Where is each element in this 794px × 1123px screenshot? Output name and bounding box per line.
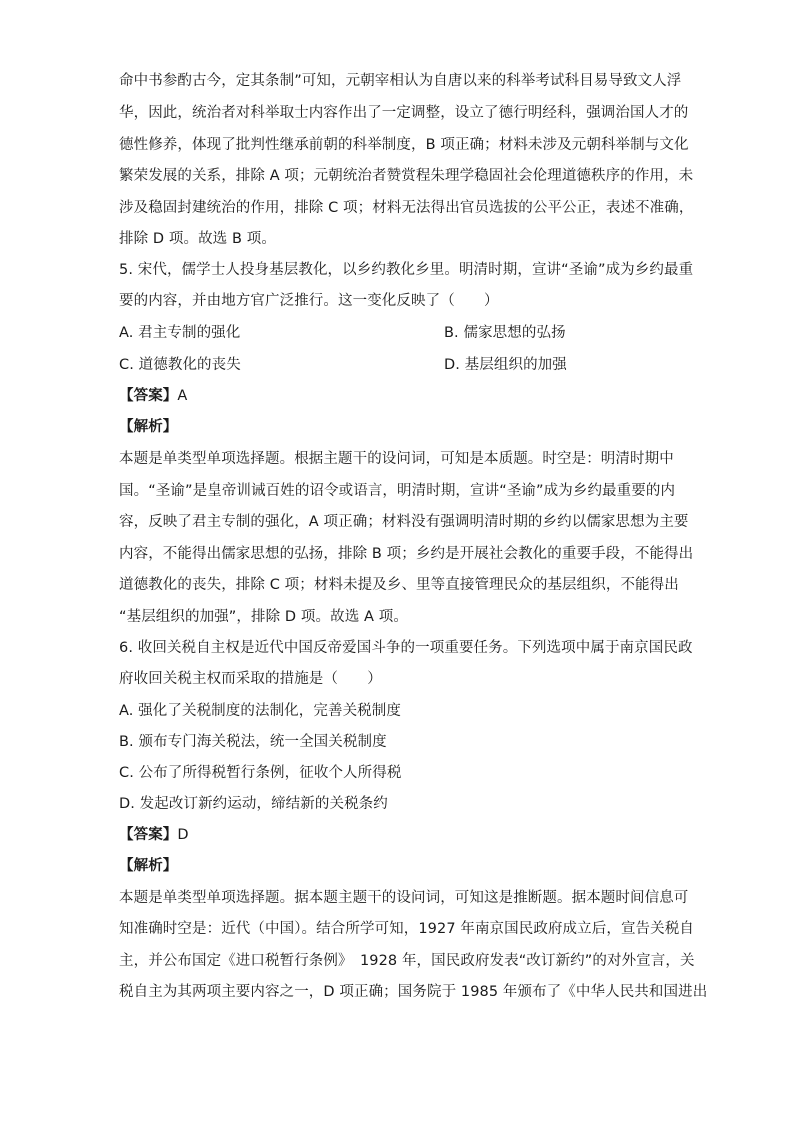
question-5-answer [119, 387, 187, 405]
question-6-option-a: A. 强化了关税制度的法制化，完善关税制度 [119, 703, 401, 719]
question-6-stem: 6. 收回关税自主权是近代中国反帝爱国斗争的一项重要任务。下列选项中属于南京国民政 [119, 640, 693, 656]
text-line: 繁荣发展的关系，排除 A 项；元朝统治者赞赏程朱理学稳固社会伦理道德秩序的作用，未 [119, 168, 694, 184]
question-5-analysis-tag: 【解析】 [119, 419, 178, 435]
analysis-line: 国。“圣谕”是皇帝训诫百姓的诏令或语言，明清时期，宣讲“圣谕”成为乡约最重要的内 [119, 483, 676, 499]
answer-tag: 【答案】 [119, 827, 178, 843]
question-6-option-b: B. 颁布专门海关税法，统一全国关税制度 [119, 734, 387, 750]
analysis-line: 知准确时空是：近代（中国）。结合所学可知，1927 年南京国民政府成立后，宣告关税自 [119, 921, 694, 937]
text-line: 命中书参酌古今，定其条制”可知，元朝宰相认为自唐以来的科举考试科目易导致文人浮 [119, 73, 682, 89]
analysis-line: 内容，不能得出儒家思想的弘扬，排除 B 项；乡约是开展社会教化的重要手段，不能得出 [119, 546, 694, 562]
question-5-option-c: C. 道德教化的丧失 [119, 357, 241, 373]
question-5-option-a: A. 君主专制的强化 [119, 325, 241, 341]
analysis-line: “基层组织的加强”，排除 D 项。故选 A 项。 [119, 609, 408, 625]
analysis-line: 容，反映了君主专制的强化，A 项正确；材料没有强调明清时期的乡约以儒家思想为主要 [119, 514, 689, 530]
question-5-option-b: B. 儒家思想的弘扬 [444, 325, 566, 341]
question-6-stem: 府收回关税主权而采取的措施是（ ） [119, 671, 382, 687]
text-line: 涉及稳固封建统治的作用，排除 C 项；材料无法得出官员选拔的公平公正，表述不准确， [119, 200, 694, 216]
text-line: 华，因此，统治者对科举取士内容作出了一定调整，设立了德行明经科，强调治国人才的 [119, 105, 689, 121]
analysis-line: 主，并公布国定《进口税暂行条例》 1928 年，国民政府发表“改订新约”的对外宣言，关 [119, 953, 695, 969]
question-5-stem: 要的内容，并由地方官广泛推行。这一变化反映了（ ） [119, 293, 499, 309]
question-5-option-d: D. 基层组织的加强 [444, 357, 567, 373]
text-line: 德性修养，体现了批判性继承前朝的科举制度，B 项正确；材料未涉及元朝科举制与文化 [119, 137, 689, 153]
question-5-stem: 5. 宋代，儒学士人投身基层教化，以乡约教化乡里。明清时期，宣讲“圣谕”成为乡约最重 [119, 262, 694, 278]
answer-tag: 【答案】 [119, 388, 178, 404]
analysis-line: 本题是单类型单项选择题。根据主题干的设问词，可知是本质题。时空是：明清时期中 [119, 451, 674, 467]
answer-value: A [177, 388, 188, 404]
analysis-line: 税自主为其两项主要内容之一，D 项正确；国务院于 1985 年颁布了《中华人民共和国进出 [119, 984, 708, 1000]
question-6-analysis-tag: 【解析】 [119, 858, 178, 874]
analysis-line: 本题是单类型单项选择题。据本题主题干的设问词，可知这是推断题。据本题时间信息可 [119, 890, 689, 906]
text-line: 排除 D 项。故选 B 项。 [119, 231, 276, 247]
analysis-line: 道德教化的丧失，排除 C 项；材料未提及乡、里等直接管理民众的基层组织，不能得出 [119, 577, 679, 593]
answer-value: D [177, 827, 189, 843]
question-6-option-d: D. 发起改订新约运动，缔结新的关税条约 [119, 796, 388, 812]
question-6-option-c: C. 公布了所得税暂行条例，征收个人所得税 [119, 765, 402, 781]
question-6-answer [119, 826, 189, 844]
